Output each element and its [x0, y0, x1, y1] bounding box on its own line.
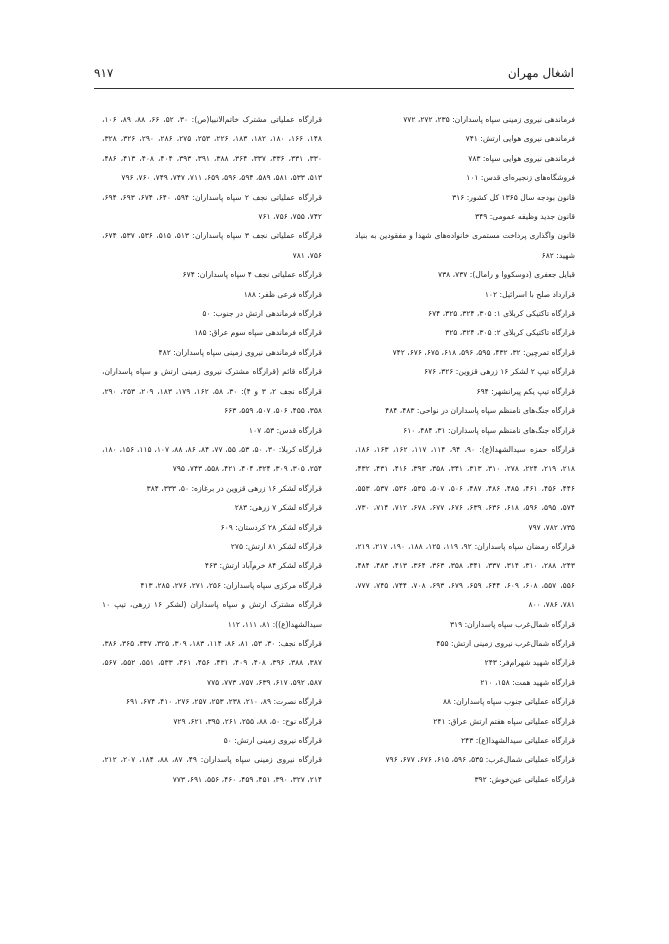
index-entry: قرارگاه لشکر ۷ زرهی: ۲۸۳	[234, 503, 322, 513]
index-entry: قرارگاه فرماندهی سپاه سوم عراق: ۱۸۵	[194, 328, 322, 338]
index-entry: قرارگاه رمضان سپاه پاسداران: ۹۲، ۱۱۹، ۱۲۵، ۱۸۸، ۱۹۰، ۲۱۷، ۲۱۹، ۲۴۳، ۲۸۸، ۳۱۰، ۳۱۴، ۳۳۷، ۳۴۱، ۳۵۸، ۳۶۳، ۳۶۴، ۴۱۳، ۴۸۳، ۴۸۴، ۵۵۶، ۵۵۷، ۶۰۸، ۶۰۹، ۶۴۴، ۶۵۹، ۶۷۹، ۶۹۳، ۷۰۸، ۷۴۴، ۷۴۵، ۷۷۷، ۷۸۱، ۷۸۶، ۸۰۰	[355, 541, 575, 610]
index-entry: قرارگاه تمرچین: ۳۲، ۴۳۲، ۵۹۵، ۵۹۶، ۶۱۸، ۶۷۵، ۶۷۶، ۷۴۲	[392, 347, 575, 357]
index-entry: قرارگاه شمال‌غرب سپاه پاسداران: ۳۱۹	[449, 619, 575, 629]
index-entry: قرارگاه عملیاتی نجف ۲ سپاه پاسداران: ۵۹۴، ۶۴۰، ۶۷۴، ۶۹۳، ۶۹۴، ۷۴۲، ۷۵۵، ۷۵۶، ۷۶۱	[102, 192, 322, 222]
index-entry: قرارگاه نجف: ۳۰، ۵۳، ۸۱، ۸۶، ۱۱۴، ۱۸۳، ۳۰۹، ۳۲۵، ۳۳۷، ۳۶۵، ۳۸۶، ۳۸۷، ۳۸۸، ۳۹۶، ۴۰۸، ۴۰۹، ۴۳۱، ۴۵۶، ۴۶۱، ۵۳۳، ۵۵۱، ۵۵۲، ۵۶۷، ۵۸۷، ۵۹۲، ۶۱۷، ۶۳۹، ۷۵۷، ۷۷۳، ۷۷۵	[102, 638, 322, 687]
index-entry: قرارگاه مرکزی سپاه پاسداران: ۲۵۶، ۲۷۱، ۲۷۶، ۲۸۵، ۴۱۳	[140, 580, 322, 590]
index-entry: قرارگاه لشکر ۲۸ کردستان: ۶۰۹	[220, 522, 322, 532]
index-entry: قانون واگذاری پرداخت مستمری خانواده‌های شهدا و مفقودین به بنیاد شهید: ۶۸۲	[355, 231, 575, 260]
index-entry: قرارگاه تاکتیکی کربلای ۲: ۳۰۵، ۳۲۴، ۳۲۵	[445, 328, 575, 338]
index-column-right	[355, 110, 575, 789]
index-entry: قرارگاه تیپ ۲ لشکر ۱۶ زرهی قزوین: ۳۲۶، ۶۷۶	[423, 367, 575, 377]
index-entry: قرارگاه حمزه سیدالشهدا(ع): ۹۰، ۹۴، ۱۱۴، ۱۱۷، ۱۶۲، ۱۶۳، ۱۸۶، ۲۱۸، ۲۱۹، ۲۲۴، ۲۷۸، ۳۱۰، ۳۱۳، ۳۴۱، ۳۵۸، ۳۹۳، ۴۱۶، ۴۳۱، ۴۳۲، ۴۴۶، ۴۵۶، ۴۶۱، ۴۸۵، ۴۸۶، ۴۸۷، ۵۰۶، ۵۰۷، ۵۳۵، ۵۳۶، ۵۳۷، ۵۵۳، ۵۷۴، ۵۹۵، ۵۹۶، ۶۱۸، ۶۳۶، ۶۳۹، ۶۷۶، ۶۷۷، ۶۷۸، ۷۱۲، ۷۱۴، ۷۳۰، ۷۳۵، ۷۸۲، ۷۹۷	[355, 444, 575, 532]
index-entry: قرارگاه قائم (قرارگاه مشترک نیروی زمینی ارتش و سپاه پاسداران، قرارگاه نجف ۲، ۳ و ۴): ۳۰، ۵۸، ۱۶۲، ۱۷۹، ۱۸۳، ۲۰۹، ۲۵۳، ۲۹۰، ۳۵۸، ۴۵۵، ۵۰۶، ۵۰۷، ۵۵۹، ۶۶۳	[102, 367, 322, 416]
index-entry: قرارگاه عملیاتی سیدالشهدا(ع): ۲۴۳	[461, 736, 575, 745]
index-entry: قرارگاه نصرت: ۸۹، ۲۱۰، ۲۳۸، ۲۵۳، ۲۵۷، ۲۷۶، ۴۱۰، ۶۷۴، ۶۹۱	[125, 697, 322, 707]
index-entry: قرارگاه شهید همت: ۱۵۸، ۲۱۰	[480, 677, 575, 687]
index-entry: قرارگاه عملیاتی مشترک خاتم‌الانبیا(ص): ۳۰، ۵۲، ۶۶، ۸۸، ۸۹، ۱۰۶، ۱۴۸، ۱۶۶، ۱۸۰، ۱۸۲، ۱۸۳، ۲۲۶، ۲۵۳، ۲۷۵، ۲۸۶، ۲۹۰، ۳۲۶، ۳۲۸، ۳۳۰، ۳۳۱، ۳۳۶، ۳۳۷، ۳۶۴، ۳۸۸، ۳۹۱، ۳۹۳، ۴۰۴، ۴۰۸، ۴۱۳، ۴۸۶، ۵۱۳، ۵۳۳، ۵۸۱، ۵۸۹، ۵۹۴، ۵۹۶، ۶۵۹، ۷۱۱، ۷۴۷، ۷۴۹، ۷۶۰، ۷۹۶	[102, 115, 322, 183]
index-entry: قرارگاه لشکر ۱۶ زرهی قزوین در برغازه: ۵۰، ۳۳۳، ۳۸۴	[146, 483, 322, 493]
index-entry: قرارگاه عملیاتی سپاه هفتم ارتش عراق: ۲۴۱	[433, 716, 575, 726]
index-entry: قرارگاه نیروی زمینی سپاه پاسداران: ۴۹، ۸۷، ۸۸، ۱۸۴، ۲۰۷، ۲۱۲، ۲۱۴، ۳۲۷، ۳۹۰، ۴۵۱، ۴۵۹، ۴۶۰، ۵۵۶، ۶۹۱، ۷۷۳	[102, 755, 323, 784]
index-entry: فرماندهی نیروی هوایی سپاه: ۷۸۳	[468, 153, 575, 163]
page-header	[94, 64, 574, 89]
index-entry: قانون جدید وظیفه عمومی: ۳۴۹	[475, 212, 575, 222]
index-entry: قرارگاه عملیاتی نجف ۴ سپاه پاسداران: ۶۷۴	[182, 270, 322, 280]
index-entry: قرارگاه عملیاتی جنوب سپاه پاسداران: ۸۸	[442, 697, 575, 707]
index-entry: قرارگاه لشکر ۸۱ ارتش: ۲۷۵	[230, 541, 322, 551]
index-entry: قرارگاه کربلا: ۳۰، ۵۰، ۵۳، ۵۵، ۷۷، ۸۴، ۸۶، ۸۸، ۱۰۷، ۱۱۵، ۱۵۶، ۱۸۰، ۲۵۴، ۳۰۵، ۳۰۹، ۳۲۴، ۴۰۴، ۴۲۱، ۵۵۸، ۷۴۳، ۷۹۵	[102, 444, 323, 474]
index-entry: قرارگاه نیروی زمینی ارتش: ۵۰	[223, 736, 322, 745]
index-entry: قرارگاه فرعی ظفر: ۱۸۸	[243, 289, 322, 299]
index-entry: قرارگاه شمال‌غرب نیروی زمینی ارتش: ۴۵۵	[436, 638, 575, 648]
index-entry: قرارگاه تاکتیکی کربلای ۱: ۳۰۵، ۳۲۴، ۳۲۵، ۶۷۴	[428, 309, 575, 319]
page-number: ۹۱۷	[94, 66, 114, 80]
running-title: اشغال مهران	[507, 66, 574, 80]
index-column-left	[102, 110, 322, 789]
index-entry: قرارگاه فرماندهی ارتش در جنوب: ۵۰	[202, 309, 322, 319]
index-entry: قرارگاه عملیاتی عین‌خوش: ۳۹۲	[474, 774, 575, 784]
index-entry: قبایل جعفری (دوسکووا و رامال): ۷۳۷، ۷۳۸	[437, 270, 575, 280]
index-entry: قرارگاه تیپ یکم پیرانشهر: ۶۹۴	[476, 386, 575, 396]
index-entry: قرارگاه نوح: ۵۰، ۸۸، ۲۵۵، ۲۶۱، ۳۹۵، ۶۲۱، ۷۲۹	[173, 716, 322, 726]
index-entry: فرماندهی نیروی هوایی ارتش: ۷۴۱	[465, 134, 575, 144]
index-entry: فروشگاه‌های زنجیره‌ای قدس: ۱۰۱	[466, 173, 575, 183]
index-entry: قرارگاه فرماندهی نیروی زمینی سپاه پاسداران: ۴۸۲	[158, 347, 322, 357]
index-entry: فرماندهی نیروی زمینی سپاه پاسداران: ۲۳۵، ۲۷۲، ۷۷۲	[403, 115, 575, 124]
index-entry: قرارگاه جنگ‌های نامنظم سپاه پاسداران در نواحی: ۴۸۳، ۴۸۴	[385, 406, 575, 416]
index-entry: قرارگاه لشکر ۸۴ خرم‌آباد ارتش: ۴۶۳	[204, 561, 322, 571]
index-entry: قرارگاه جنگ‌های نامنظم سپاه پاسداران: ۳۱، ۴۸۴، ۶۱۰	[403, 425, 575, 435]
index-entry: قرارگاه عملیاتی نجف ۳ سپاه پاسداران: ۵۱۳، ۵۱۵، ۵۳۶، ۵۳۷، ۶۷۴، ۷۵۶، ۷۸۱	[102, 231, 322, 260]
index-entry: قرارگاه شهید شهرام‌فر: ۲۴۳	[484, 658, 575, 668]
index-entry: قرارگاه مشترک ارتش و سپاه پاسداران (لشکر ۱۶ زرهی، تیپ ۱۰ سیدالشهدا(ع)): ۸۱، ۱۱۱، ۱۱۲	[102, 600, 322, 629]
index-entry: قرارداد صلح با اسرائیل: ۱۰۲	[484, 289, 575, 299]
index-entry: قرارگاه قدس: ۵۳، ۱۰۷	[248, 425, 322, 435]
index-entry: قرارگاه عملیاتی شمال‌غرب: ۵۳۵، ۵۹۶، ۶۱۵، ۶۷۶، ۶۷۷، ۷۹۶	[385, 755, 575, 765]
index-entry: قانون بودجه سال ۱۳۶۵ کل کشور: ۳۱۶	[452, 192, 575, 202]
